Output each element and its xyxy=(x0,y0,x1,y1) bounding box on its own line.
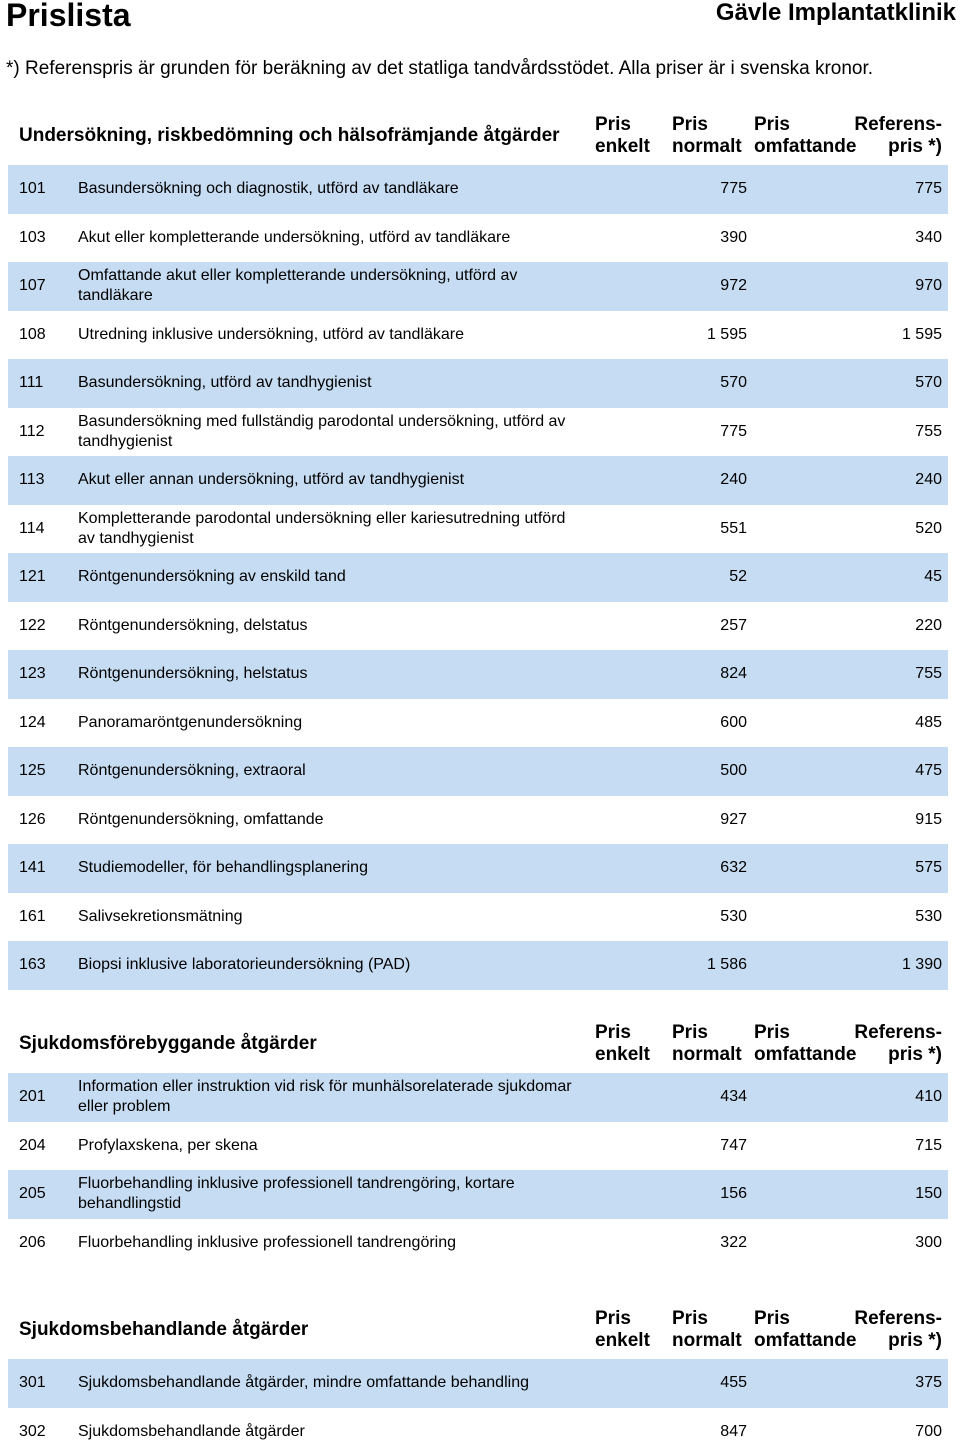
table-row xyxy=(8,456,948,505)
price-normalt: 390 xyxy=(720,229,747,247)
reference-price: 340 xyxy=(915,229,942,247)
column-header-line: Pris xyxy=(754,1308,856,1330)
reference-price: 570 xyxy=(915,374,942,392)
reference-price: 715 xyxy=(915,1137,942,1155)
treatment-description: Akut eller kompletterande undersökning, utförd av tandläkare xyxy=(78,228,578,248)
price-normalt: 455 xyxy=(720,1374,747,1392)
price-normalt: 52 xyxy=(729,568,747,586)
reference-price: 375 xyxy=(915,1374,942,1392)
column-header-pris-normalt xyxy=(672,1308,742,1352)
column-header-line: Pris xyxy=(672,114,742,136)
table-row xyxy=(8,796,948,845)
column-header-line: enkelt xyxy=(595,136,650,158)
column-header-pris-normalt xyxy=(672,1022,742,1066)
column-header-pris-enkelt xyxy=(595,114,650,158)
column-header-pris-omfattande xyxy=(754,114,856,158)
table-row xyxy=(8,1170,948,1219)
treatment-description: Basundersökning och diagnostik, utförd av tandläkare xyxy=(78,179,578,199)
treatment-code: 206 xyxy=(19,1234,46,1252)
table-row xyxy=(8,262,948,311)
column-header-line: Pris xyxy=(754,1022,856,1044)
treatment-code: 161 xyxy=(19,908,46,926)
treatment-code: 103 xyxy=(19,229,46,247)
column-header-pris-normalt xyxy=(672,114,742,158)
treatment-description: Fluorbehandling inklusive professionell tandrengöring, kortare behandlingstid xyxy=(78,1174,578,1214)
treatment-description: Fluorbehandling inklusive professionell tandrengöring xyxy=(78,1233,578,1253)
column-header-line: pris *) xyxy=(854,136,942,158)
column-header-line: enkelt xyxy=(595,1044,650,1066)
column-header-pris-omfattande xyxy=(754,1022,856,1066)
price-normalt: 927 xyxy=(720,811,747,829)
reference-price: 755 xyxy=(915,423,942,441)
treatment-description: Panoramaröntgenundersökning xyxy=(78,713,578,733)
column-header-line: Pris xyxy=(672,1308,742,1330)
price-normalt: 322 xyxy=(720,1234,747,1252)
reference-price: 220 xyxy=(915,617,942,635)
reference-price: 300 xyxy=(915,1234,942,1252)
treatment-code: 301 xyxy=(19,1374,46,1392)
treatment-code: 114 xyxy=(19,520,45,538)
price-normalt: 570 xyxy=(720,374,747,392)
table-row xyxy=(8,650,948,699)
treatment-description: Basundersökning, utförd av tandhygienist xyxy=(78,373,578,393)
reference-price: 1 390 xyxy=(902,956,942,974)
treatment-code: 107 xyxy=(19,277,46,295)
clinic-name: Gävle Implantatklinik xyxy=(716,0,956,27)
treatment-code: 126 xyxy=(19,811,46,829)
treatment-description: Salivsekretionsmätning xyxy=(78,907,578,927)
treatment-code: 302 xyxy=(19,1423,46,1441)
reference-price: 700 xyxy=(915,1423,942,1441)
table-row xyxy=(8,1122,948,1171)
price-normalt: 972 xyxy=(720,277,747,295)
table-row xyxy=(8,359,948,408)
table-row xyxy=(8,311,948,360)
table-row xyxy=(8,844,948,893)
table-row xyxy=(8,553,948,602)
treatment-description: Sjukdomsbehandlande åtgärder, mindre omfattande behandling xyxy=(78,1373,578,1393)
treatment-code: 111 xyxy=(19,374,43,392)
column-header-line: enkelt xyxy=(595,1330,650,1352)
column-header-pris-enkelt xyxy=(595,1308,650,1352)
reference-price: 520 xyxy=(915,520,942,538)
column-header-line: Referens- xyxy=(854,114,942,136)
reference-price: 1 595 xyxy=(902,326,942,344)
reference-price: 45 xyxy=(924,568,942,586)
column-header-line: pris *) xyxy=(854,1330,942,1352)
treatment-code: 108 xyxy=(19,326,46,344)
price-normalt: 632 xyxy=(720,859,747,877)
column-header-referenspris xyxy=(854,114,942,158)
column-header-line: omfattande xyxy=(754,1330,856,1352)
column-header-line: normalt xyxy=(672,136,742,158)
column-header-line: pris *) xyxy=(854,1044,942,1066)
column-header-pris-enkelt xyxy=(595,1022,650,1066)
treatment-code: 123 xyxy=(19,665,46,683)
price-normalt: 775 xyxy=(720,423,747,441)
reference-price: 410 xyxy=(915,1088,942,1106)
column-header-line: omfattande xyxy=(754,1044,856,1066)
table-row xyxy=(8,1408,948,1456)
reference-price: 755 xyxy=(915,665,942,683)
column-header-line: Referens- xyxy=(854,1022,942,1044)
treatment-code: 124 xyxy=(19,714,46,732)
table-row xyxy=(8,893,948,942)
price-normalt: 434 xyxy=(720,1088,747,1106)
section-title: Sjukdomsförebyggande åtgärder xyxy=(19,1033,317,1055)
table-row xyxy=(8,602,948,651)
treatment-code: 141 xyxy=(19,859,46,877)
price-normalt: 747 xyxy=(720,1137,747,1155)
column-header-line: Pris xyxy=(754,114,856,136)
page-title: Prislista xyxy=(6,0,131,34)
price-section xyxy=(8,108,948,990)
treatment-description: Sjukdomsbehandlande åtgärder xyxy=(78,1422,578,1442)
section-header xyxy=(8,1016,948,1073)
table-row xyxy=(8,1359,948,1408)
price-normalt: 156 xyxy=(720,1185,747,1203)
section-title: Sjukdomsbehandlande åtgärder xyxy=(19,1319,308,1341)
table-row xyxy=(8,1073,948,1122)
column-header-line: Pris xyxy=(595,1308,650,1330)
price-normalt: 1 595 xyxy=(707,326,747,344)
treatment-code: 125 xyxy=(19,762,46,780)
price-section xyxy=(8,1016,948,1267)
treatment-description: Utredning inklusive undersökning, utförd av tandläkare xyxy=(78,325,578,345)
table-row xyxy=(8,747,948,796)
treatment-description: Röntgenundersökning, helstatus xyxy=(78,664,578,684)
price-section xyxy=(8,1302,948,1456)
column-header-pris-omfattande xyxy=(754,1308,856,1352)
treatment-description: Röntgenundersökning, delstatus xyxy=(78,616,578,636)
reference-price: 475 xyxy=(915,762,942,780)
table-row xyxy=(8,1219,948,1268)
reference-price: 775 xyxy=(915,180,942,198)
column-header-line: omfattande xyxy=(754,136,856,158)
price-normalt: 1 586 xyxy=(707,956,747,974)
column-header-referenspris xyxy=(854,1308,942,1352)
treatment-description: Kompletterande parodontal undersökning eller kariesutredning utförd av tandhygienist xyxy=(78,509,578,549)
column-header-line: Pris xyxy=(672,1022,742,1044)
treatment-code: 204 xyxy=(19,1137,46,1155)
reference-price: 575 xyxy=(915,859,942,877)
price-normalt: 530 xyxy=(720,908,747,926)
reference-price: 485 xyxy=(915,714,942,732)
price-normalt: 847 xyxy=(720,1423,747,1441)
reference-price-note: *) Referenspris är grunden för beräkning av det statliga tandvårdsstödet. Alla priser är i svenska kronor. xyxy=(6,58,873,80)
table-row xyxy=(8,941,948,990)
column-header-line: Referens- xyxy=(854,1308,942,1330)
section-title: Undersökning, riskbedömning och hälsofrämjande åtgärder xyxy=(19,125,560,147)
column-header-line: Pris xyxy=(595,114,650,136)
column-header-line: normalt xyxy=(672,1044,742,1066)
treatment-code: 101 xyxy=(19,180,46,198)
treatment-description: Information eller instruktion vid risk för munhälsorelaterade sjukdomar eller problem xyxy=(78,1077,578,1117)
treatment-description: Biopsi inklusive laboratorieundersökning (PAD) xyxy=(78,955,578,975)
treatment-description: Röntgenundersökning av enskild tand xyxy=(78,567,578,587)
price-normalt: 257 xyxy=(720,617,747,635)
treatment-code: 205 xyxy=(19,1185,46,1203)
section-header xyxy=(8,1302,948,1359)
treatment-code: 122 xyxy=(19,617,46,635)
price-normalt: 551 xyxy=(720,520,747,538)
reference-price: 970 xyxy=(915,277,942,295)
price-normalt: 775 xyxy=(720,180,747,198)
treatment-description: Profylaxskena, per skena xyxy=(78,1136,578,1156)
table-row xyxy=(8,214,948,263)
treatment-code: 113 xyxy=(19,471,45,489)
reference-price: 915 xyxy=(915,811,942,829)
treatment-description: Basundersökning med fullständig parodontal undersökning, utförd av tandhygienist xyxy=(78,412,578,452)
reference-price: 240 xyxy=(915,471,942,489)
table-row xyxy=(8,505,948,554)
price-normalt: 824 xyxy=(720,665,747,683)
price-normalt: 240 xyxy=(720,471,747,489)
treatment-description: Omfattande akut eller kompletterande undersökning, utförd av tandläkare xyxy=(78,266,578,306)
column-header-line: normalt xyxy=(672,1330,742,1352)
treatment-description: Akut eller annan undersökning, utförd av tandhygienist xyxy=(78,470,578,490)
treatment-code: 163 xyxy=(19,956,46,974)
table-row xyxy=(8,165,948,214)
treatment-code: 121 xyxy=(19,568,46,586)
reference-price: 530 xyxy=(915,908,942,926)
column-header-line: Pris xyxy=(595,1022,650,1044)
treatment-description: Röntgenundersökning, omfattande xyxy=(78,810,578,830)
price-normalt: 500 xyxy=(720,762,747,780)
treatment-code: 201 xyxy=(19,1088,46,1106)
table-row xyxy=(8,699,948,748)
table-row xyxy=(8,408,948,457)
column-header-referenspris xyxy=(854,1022,942,1066)
section-header xyxy=(8,108,948,165)
treatment-description: Studiemodeller, för behandlingsplanering xyxy=(78,858,578,878)
treatment-code: 112 xyxy=(19,423,45,441)
reference-price: 150 xyxy=(915,1185,942,1203)
treatment-description: Röntgenundersökning, extraoral xyxy=(78,761,578,781)
price-normalt: 600 xyxy=(720,714,747,732)
